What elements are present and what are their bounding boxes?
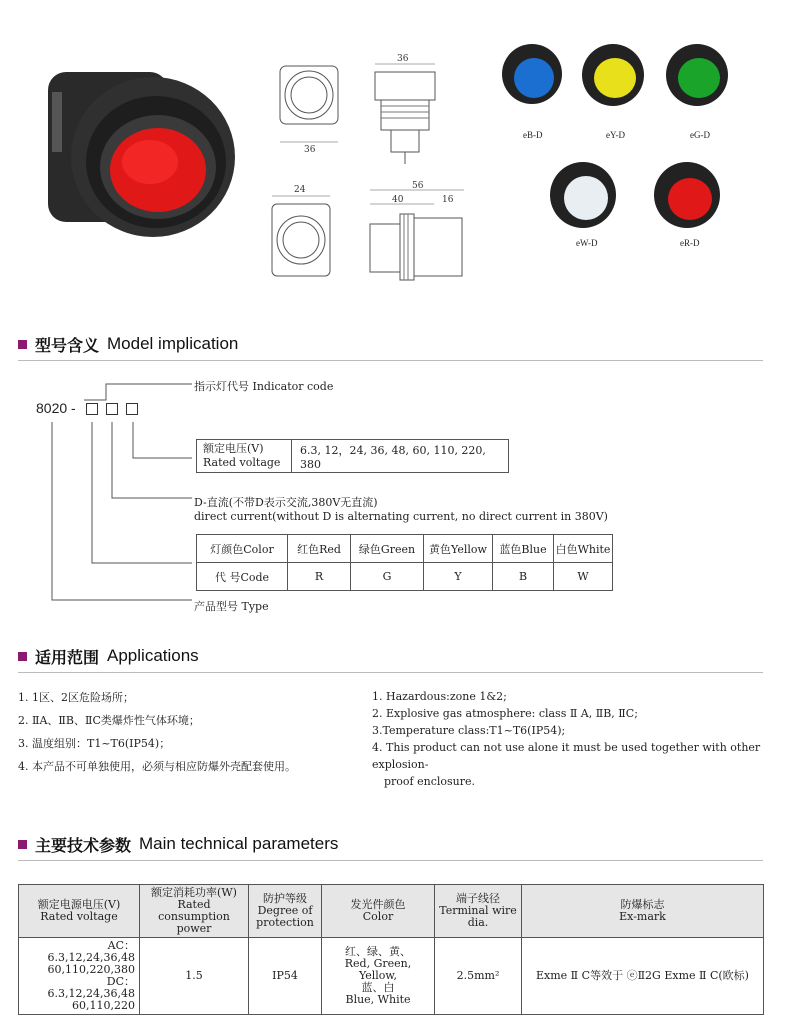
code-box	[126, 403, 138, 415]
dc-label-cn: D-直流(不带D表示交流,380V无直流)	[194, 496, 378, 509]
tech-header-cell: 额定消耗功率(W) Rated consumption power	[140, 885, 249, 938]
app-en-item: 2. Explosive gas atmosphere: class Ⅱ A, ⅡB, ⅡC;	[372, 707, 638, 720]
app-cn-item: 4. 本产品不可单独使用，必须与相应防爆外壳配套使用。	[18, 760, 296, 773]
color-cell: 红、绿、黄、 Red, Green, Yellow, 蓝、白 Blue, White	[322, 938, 435, 1015]
exmark-cell: Exme Ⅱ C等效于 ⓔⅡ2G Exme Ⅱ C(欧标)	[522, 938, 764, 1015]
color-header-cell: 白色White	[554, 535, 613, 563]
dc-label-en: direct current(without D is alternating current, no direct current in 380V)	[194, 510, 608, 523]
lens-blue	[514, 58, 554, 98]
rated-voltage-cn: 额定电压(V)	[203, 442, 264, 455]
tech-params-table	[18, 884, 764, 1015]
color-header-cell: 灯颜色Color	[197, 535, 288, 563]
red-lamp-photo	[38, 52, 238, 242]
code-box	[86, 403, 98, 415]
tech-header-cell: 防护等级 Degree of protection	[249, 885, 322, 938]
label-eY-D: eY-D	[606, 130, 625, 140]
color-code-table	[196, 534, 613, 591]
front-view-drawing	[268, 50, 348, 160]
label-eB-D: eB-D	[523, 130, 543, 140]
code-cell: Y	[424, 563, 493, 591]
tech-header-cell: 端子线径 Terminal wire dia.	[435, 885, 522, 938]
model-prefix	[36, 400, 76, 416]
lens-yellow	[594, 58, 636, 98]
voltage-cell: AC：6.3,12,24,36,48 60,110,220,380 DC：6.3,12,24,36,48 60,110,220	[19, 938, 140, 1015]
tech-header-cell: 防爆标志 Ex-mark	[522, 885, 764, 938]
front-view-drawing-2	[262, 182, 342, 282]
code-cell: 代 号Code	[197, 563, 288, 591]
color-header-cell: 绿色Green	[351, 535, 424, 563]
lens-white	[564, 176, 608, 220]
lamp-red	[652, 160, 722, 230]
dim-24: 24	[294, 185, 306, 195]
indicator-code-label: 指示灯代号 Indicator code	[194, 380, 334, 393]
color-header-cell: 黄色Yellow	[424, 535, 493, 563]
color-header-cell: 蓝色Blue	[493, 535, 554, 563]
section-bullet-icon	[18, 652, 27, 661]
code-cell: G	[351, 563, 424, 591]
app-en-item: 4. This product can not use alone it must be used together with other explosion-	[372, 741, 761, 771]
lamp-blue	[496, 40, 566, 110]
tech-title-cn: 主要技术参数	[35, 835, 132, 855]
app-en-item: proof enclosure.	[384, 775, 476, 788]
rated-voltage-en: Rated voltage	[203, 456, 281, 469]
tech-header-row	[19, 885, 764, 938]
app-en-item: 1. Hazardous:zone 1&2;	[372, 690, 507, 703]
model-title-cn: 型号含义	[35, 335, 100, 355]
dim-36-b: 36	[397, 54, 409, 64]
color-row	[197, 535, 613, 563]
rated-voltage-values: 6.3, 12，24, 36, 48, 60, 110, 220, 380	[292, 440, 509, 473]
dim-36-a: 36	[304, 145, 316, 155]
label-eW-D: eW-D	[576, 238, 598, 248]
applications-en-list	[372, 688, 798, 790]
tech-header-cell: 发光件颜色 Color	[322, 885, 435, 938]
tech-header-cell: 额定电源电压(V) Rated voltage	[19, 885, 140, 938]
section-view-drawing	[362, 180, 472, 290]
dim-40: 40	[392, 195, 404, 205]
app-cn-item: 2. ⅡA、ⅡB、ⅡC类爆炸性气体环境；	[18, 714, 200, 727]
lens-red	[668, 178, 712, 220]
tech-data-row	[19, 938, 764, 1015]
app-cn-item: 3. 温度组别：T1~T6(IP54)；	[18, 737, 171, 750]
dim-16: 16	[442, 195, 454, 205]
model-title-en: Model implication	[107, 334, 239, 353]
wire-cell: 2.5mm²	[435, 938, 522, 1015]
tech-title-en: Main technical parameters	[139, 834, 339, 853]
applications-section-heading	[18, 644, 199, 668]
color-header-cell: 红色Red	[288, 535, 351, 563]
section-divider	[18, 360, 763, 361]
lens-green	[678, 58, 720, 98]
code-cell: R	[288, 563, 351, 591]
code-cell: B	[493, 563, 554, 591]
tech-section-heading	[18, 832, 338, 856]
rated-voltage-label	[197, 440, 292, 473]
code-cell: W	[554, 563, 613, 591]
applications-title-cn: 适用范围	[35, 647, 100, 667]
model-code-boxes	[86, 403, 138, 415]
label-eR-D: eR-D	[680, 238, 700, 248]
section-divider	[18, 672, 763, 673]
code-box	[106, 403, 118, 415]
rated-voltage-table	[196, 439, 509, 473]
type-label: 产品型号 Type	[194, 600, 269, 613]
side-view-drawing	[365, 50, 445, 170]
power-cell: 1.5	[140, 938, 249, 1015]
lamp-yellow	[578, 40, 648, 110]
lamp-white	[548, 160, 618, 230]
section-bullet-icon	[18, 340, 27, 349]
label-eG-D: eG-D	[690, 130, 710, 140]
model-prefix-text: 8020 -	[36, 400, 76, 416]
dim-56: 56	[412, 181, 424, 191]
code-row	[197, 563, 613, 591]
section-divider	[18, 860, 763, 861]
protection-cell: IP54	[249, 938, 322, 1015]
app-cn-item: 1. 1区、2区危险场所；	[18, 691, 134, 704]
applications-title-en: Applications	[107, 646, 199, 665]
applications-cn-list	[18, 686, 296, 778]
app-en-item: 3.Temperature class:T1~T6(IP54);	[372, 724, 566, 737]
model-section-heading	[18, 332, 238, 356]
lamp-green	[662, 40, 732, 110]
section-bullet-icon	[18, 840, 27, 849]
